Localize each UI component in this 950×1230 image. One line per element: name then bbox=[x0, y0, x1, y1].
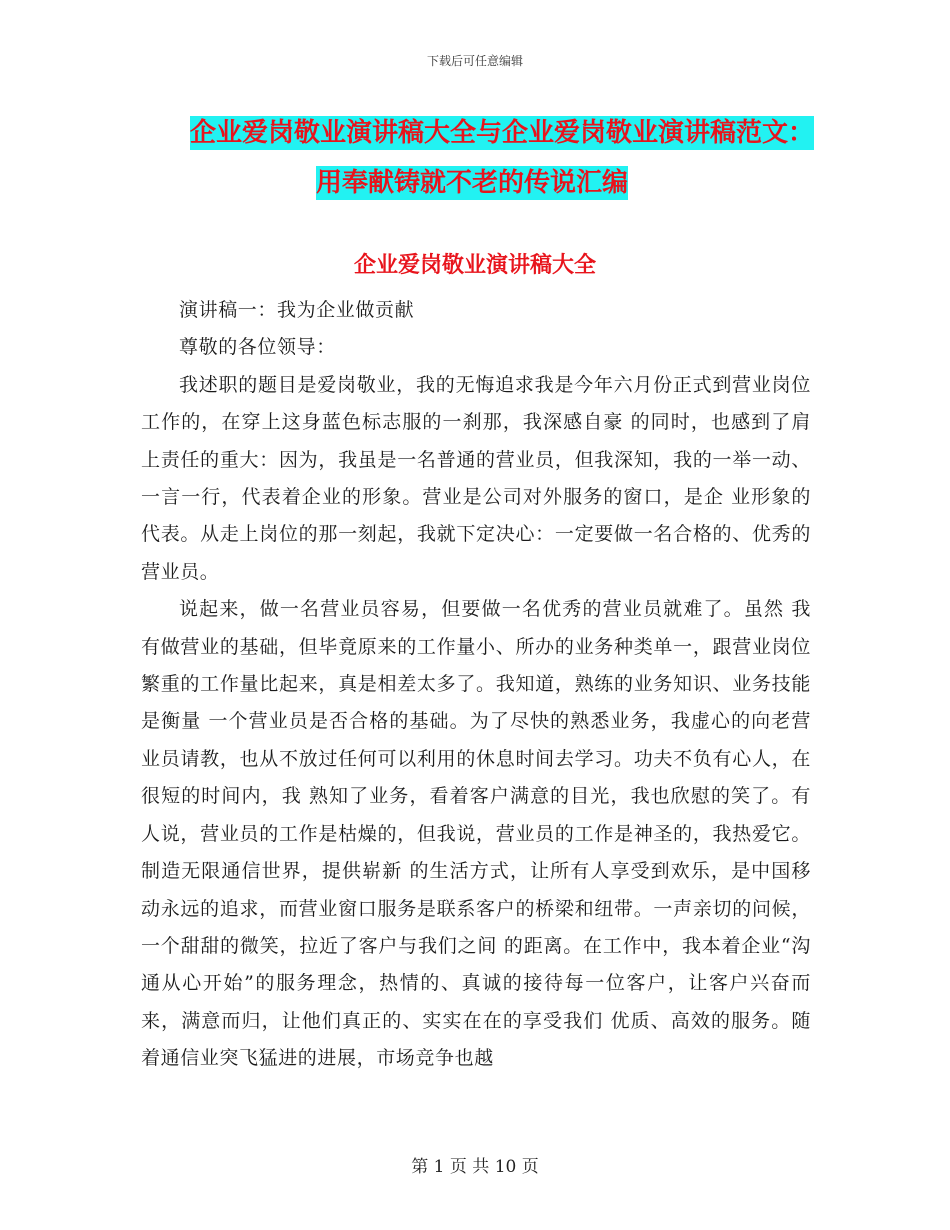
paragraph: 我述职的题目是爱岗敬业，我的无悔追求我是今年六月份正式到营业岗位工作的，在穿上这身蓝色标志服的一刹那，我深感自豪 的同时，也感到了肩上责任的重大：因为，我虽是一名普通的营业员，但我深知，我的一举一动、一言一行，代表着企业的形象。营业是公司对外服务的窗口，是企 业形象的代表。从走上岗位的那一刻起，我就下定决心：一定要做一名合格的、优秀的营业员。 bbox=[141, 373, 811, 583]
document-body bbox=[141, 292, 811, 1078]
section-title: 企业爱岗敬业演讲稿大全 bbox=[353, 253, 596, 278]
title-line-2: 用奉献铸就不老的传说汇编 bbox=[316, 168, 629, 198]
paragraph: 尊敬的各位领导： bbox=[179, 336, 336, 359]
paragraph: 说起来，做一名营业员容易，但要做一名优秀的营业员就难了。虽然 我有做营业的基础，但毕竟原来的工作量小、所办的业务种类单一，跟营业岗位繁重的工作量比起来，真是相差太多了。我知道，熟练的业务知识、业务技能是衡量 一个营业员是否合格的基础。为了尽快的熟悉业务，我虚心的向老营业员请教，也从不放过任何可以利用的休息时间去学习。功夫不负有心人，在很短的时间内，我 熟知了业务，看着客户满意的目光，我也欣慰的笑了。有人说，营业员的工作是枯燥的，但我说，营业员的工作是神圣的，我热爱它。制造无限通信世界，提供崭新 的生活方式，让所有人享受到欢乐，是中国移动永远的追求，而营业窗口服务是联系客户的桥梁和纽带。一声亲切的问候，一个甜甜的微笑，拉近了客户与我们之间 的距离。在工作中，我本着企业“沟通从心开始”的服务理念，热情的、真诚的接待每一位客户，让客户兴奋而来，满意而归，让他们真正的、实实在在的享受我们 优质、高效的服务。随着通信业突飞猛进的进展，市场竞争也越 bbox=[141, 598, 811, 1070]
paragraph: 演讲稿一：我为企业做贡献 bbox=[179, 299, 415, 321]
header-note: 下载后可任意编辑 bbox=[426, 54, 523, 68]
document-title bbox=[190, 108, 830, 208]
title-line-1: 企业爱岗敬业演讲稿大全与企业爱岗敬业演讲稿范文： bbox=[190, 118, 815, 148]
page-footer: 第 1 页 共 10 页 bbox=[411, 1157, 539, 1177]
